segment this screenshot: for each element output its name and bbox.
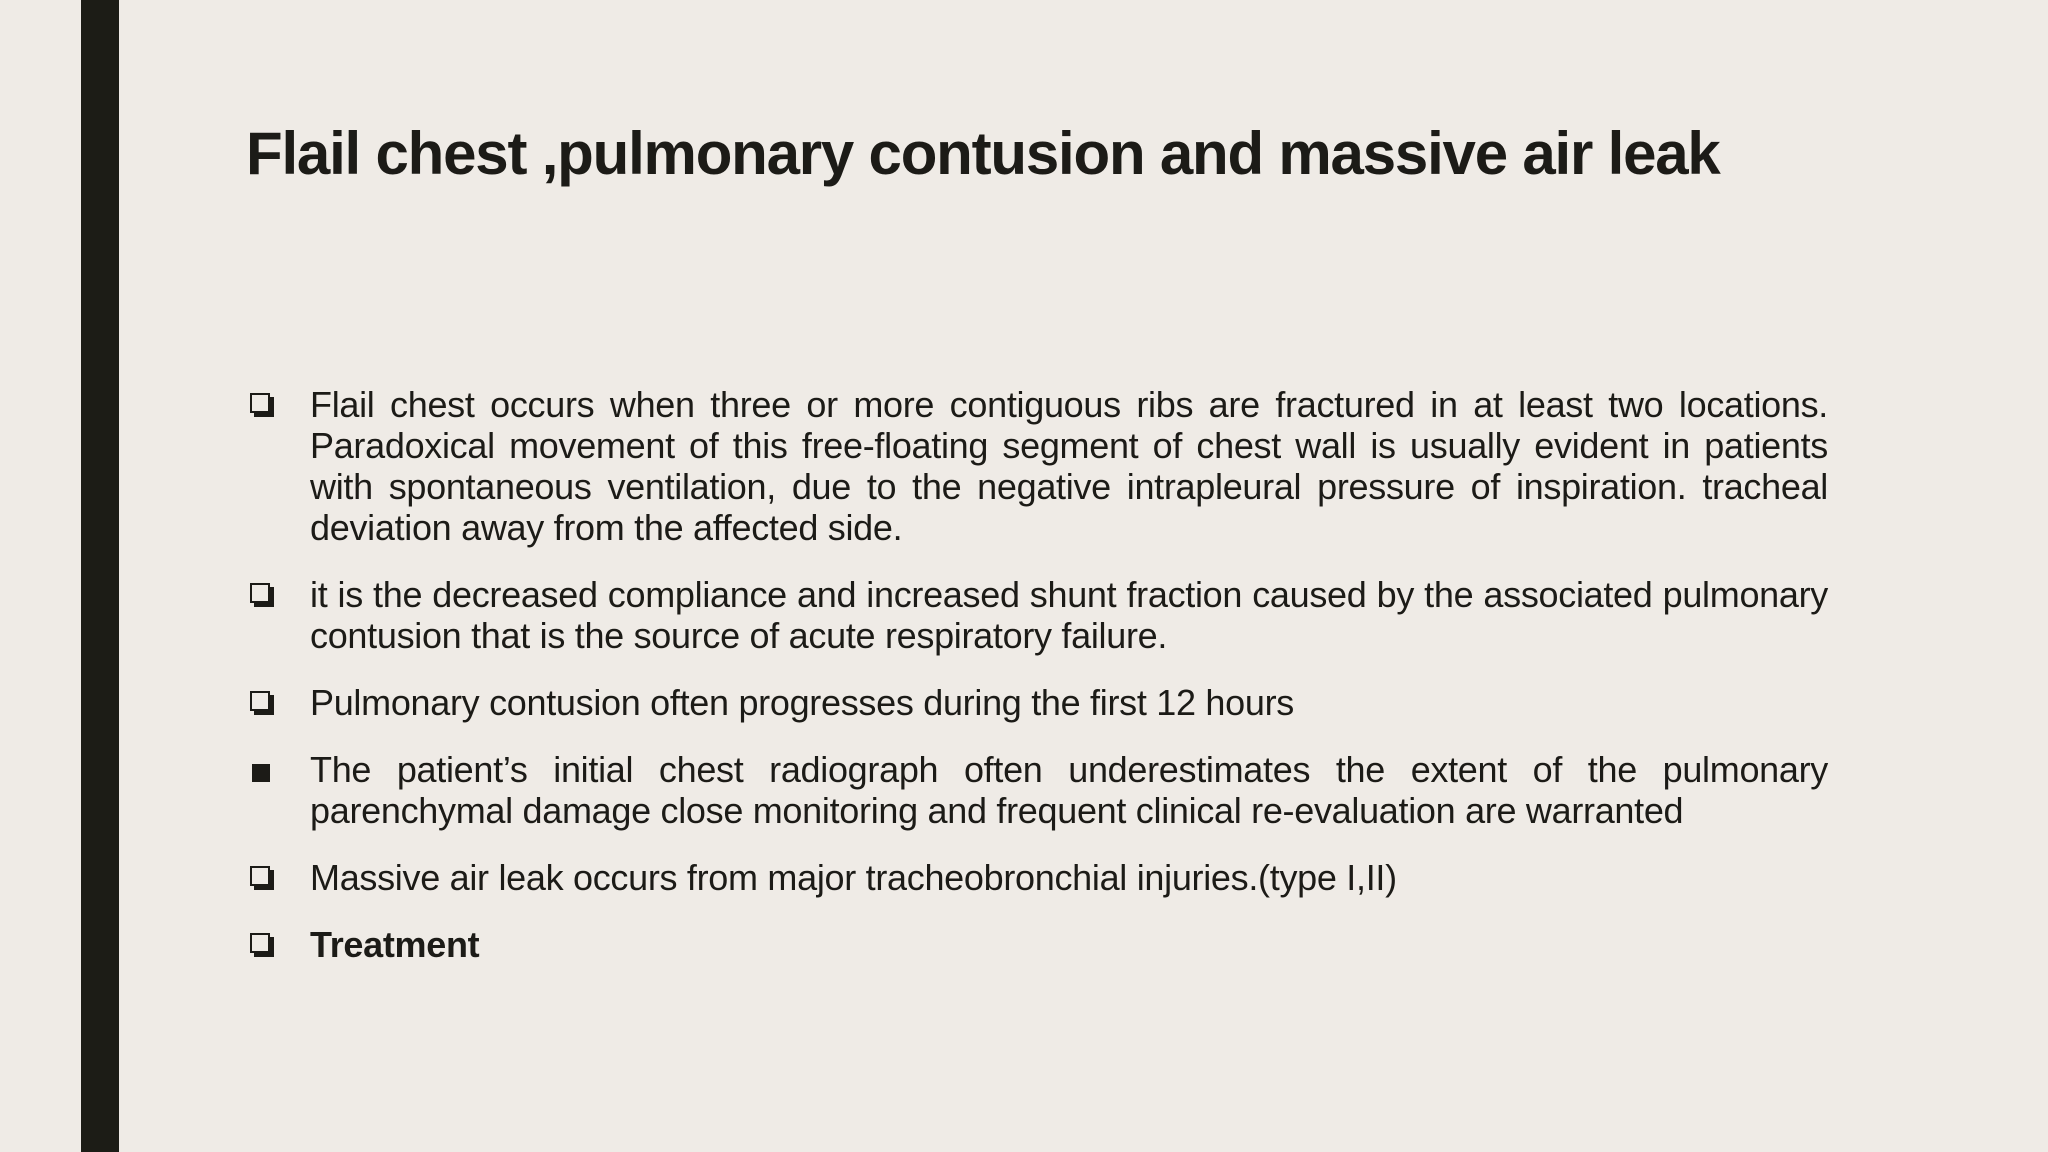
hollow-square-icon <box>250 583 274 607</box>
bullet-item-air-leak <box>246 857 1828 898</box>
bullet-text: Flail chest occurs when three or more contiguous ribs are fractured in at least two locations. Paradoxical movement of this free-floating segment of chest wall is usually evident in patients with spontaneous ventilation, due to the negative intrapleural pressure of inspiration. tracheal deviation away from the affected side. <box>310 384 1828 548</box>
solid-square-icon <box>250 758 274 782</box>
bullet-text: The patient’s initial chest radiograph often underestimates the extent of the pulmonary parenchymal damage close monitoring and frequent clinical re-evaluation are warranted <box>310 749 1828 831</box>
bullet-item-contusion-progress <box>246 682 1828 723</box>
bullet-item-compliance <box>246 574 1828 656</box>
bullet-item-flail-chest <box>246 384 1828 548</box>
bullet-list <box>246 384 1828 991</box>
bullet-item-radiograph <box>246 749 1828 831</box>
accent-side-bar <box>81 0 119 1152</box>
slide-title: Flail chest ,pulmonary contusion and massive air leak <box>246 120 1720 187</box>
hollow-square-icon <box>250 393 274 417</box>
bullet-text: Massive air leak occurs from major tracheobronchial injuries.(type I,II) <box>310 857 1397 898</box>
bullet-text: it is the decreased compliance and increased shunt fraction caused by the associated pulmonary contusion that is the source of acute respiratory failure. <box>310 574 1828 656</box>
bullet-text: Treatment <box>310 924 480 965</box>
hollow-square-icon <box>250 933 274 957</box>
bullet-item-treatment <box>246 924 1828 965</box>
bullet-text: Pulmonary contusion often progresses during the first 12 hours <box>310 682 1294 723</box>
hollow-square-icon <box>250 691 274 715</box>
hollow-square-icon <box>250 866 274 890</box>
